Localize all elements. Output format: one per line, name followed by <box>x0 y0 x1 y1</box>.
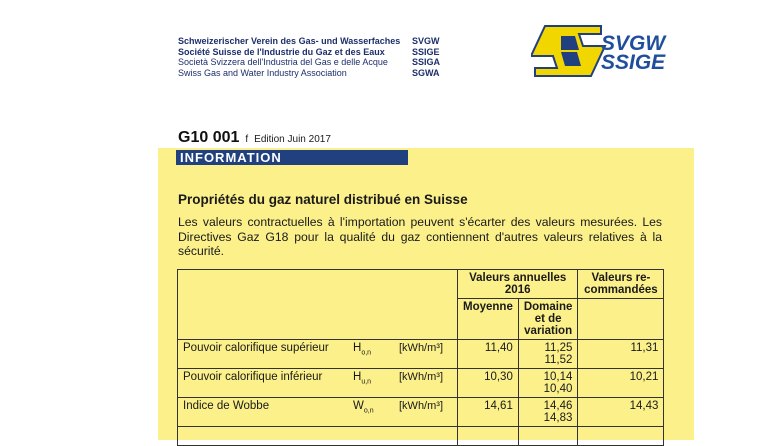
table-row <box>178 398 664 427</box>
association-row <box>178 57 440 68</box>
symbol-subscript: o,n <box>361 349 372 357</box>
header-range: Domaine et de variation <box>518 299 578 340</box>
row-symbol <box>353 400 399 414</box>
row-unit: [kWh/m³] <box>399 400 443 412</box>
header-mean: Moyenne <box>458 299 519 340</box>
information-banner: INFORMATION <box>176 150 408 165</box>
symbol-letter: H <box>353 371 362 383</box>
row-unit: [kWh/m³] <box>399 342 443 354</box>
association-abbr: SGWA <box>412 67 440 78</box>
row-range <box>518 340 578 369</box>
association-abbr: SSIGA <box>412 57 441 67</box>
row-label-cell <box>178 369 458 398</box>
association-row <box>178 47 440 58</box>
range-low: 10,14 <box>543 371 573 383</box>
range-low: 14,46 <box>543 400 573 412</box>
document-id <box>178 129 331 147</box>
empty-header-cell <box>178 270 458 340</box>
header-recommended: Valeurs re-commandées <box>578 270 664 299</box>
range-high: 10,40 <box>543 383 573 395</box>
document-language: f <box>245 134 249 145</box>
association-row <box>178 36 440 47</box>
partial-cell <box>518 427 578 446</box>
row-label-cell <box>178 398 458 427</box>
row-label-cell <box>178 340 458 369</box>
table-row-partial <box>178 427 664 446</box>
empty-subheader-cell <box>578 299 664 340</box>
symbol-letter: H <box>353 342 362 354</box>
row-recommended: 10,21 <box>578 369 664 398</box>
page-title: Propriétés du gaz naturel distribué en Suisse <box>178 192 468 207</box>
logo-text-svgw: SVGW <box>601 32 666 55</box>
association-name: Swiss Gas and Water Industry Association <box>178 67 347 78</box>
row-label: Pouvoir calorifique inférieur <box>183 371 323 383</box>
intro-paragraph: Les valeurs contractuelles à l'importation peuvent s'écarter des valeurs mesurées. Les Directives Gaz G18 pour la qualité du gaz contiennent d'autres valeurs relatives à la sécurité. <box>178 215 662 258</box>
association-abbr: SSIGE <box>412 46 440 57</box>
row-label: Pouvoir calorifique supérieur <box>183 342 329 354</box>
association-names <box>178 36 440 78</box>
range-high: 11,52 <box>544 354 573 366</box>
document-number: G10 001 <box>178 129 240 146</box>
association-name: Società Svizzera dell'Industria del Gas e delle Acque <box>178 57 388 67</box>
table-row <box>178 340 664 369</box>
document-edition: Edition Juin 2017 <box>254 134 331 145</box>
table-header-row <box>178 270 664 299</box>
gas-properties-table <box>177 269 664 446</box>
symbol-letter: W <box>353 400 364 412</box>
logo-text-ssige: SSIGE <box>601 51 666 74</box>
range-low: 11,25 <box>544 342 573 354</box>
row-recommended: 11,31 <box>578 340 664 369</box>
association-name: Société Suisse de l'Industrie du Gaz et des Eaux <box>178 46 385 57</box>
row-recommended: 14,43 <box>578 398 664 427</box>
association-name: Schweizerischer Verein des Gas- und Wasserfaches <box>178 36 401 46</box>
symbol-subscript: u,n <box>361 378 372 386</box>
partial-cell <box>458 427 519 446</box>
row-symbol <box>353 342 399 356</box>
association-abbr: SVGW <box>412 36 440 46</box>
partial-cell <box>178 427 458 446</box>
partial-cell <box>578 427 664 446</box>
header-annual: Valeurs annuelles 2016 <box>458 270 578 299</box>
symbol-subscript: o,n <box>363 407 374 415</box>
row-mean: 11,40 <box>458 340 519 369</box>
svgw-logo <box>531 22 691 80</box>
row-range <box>518 398 578 427</box>
row-symbol <box>353 371 399 385</box>
row-mean: 14,61 <box>458 398 519 427</box>
row-range <box>518 369 578 398</box>
table-row <box>178 369 664 398</box>
row-mean: 10,30 <box>458 369 519 398</box>
row-unit: [kWh/m³] <box>399 371 443 383</box>
association-row <box>178 68 440 79</box>
range-high: 14,83 <box>543 412 573 424</box>
logo-mark-icon <box>531 22 611 80</box>
row-label: Indice de Wobbe <box>183 400 270 412</box>
